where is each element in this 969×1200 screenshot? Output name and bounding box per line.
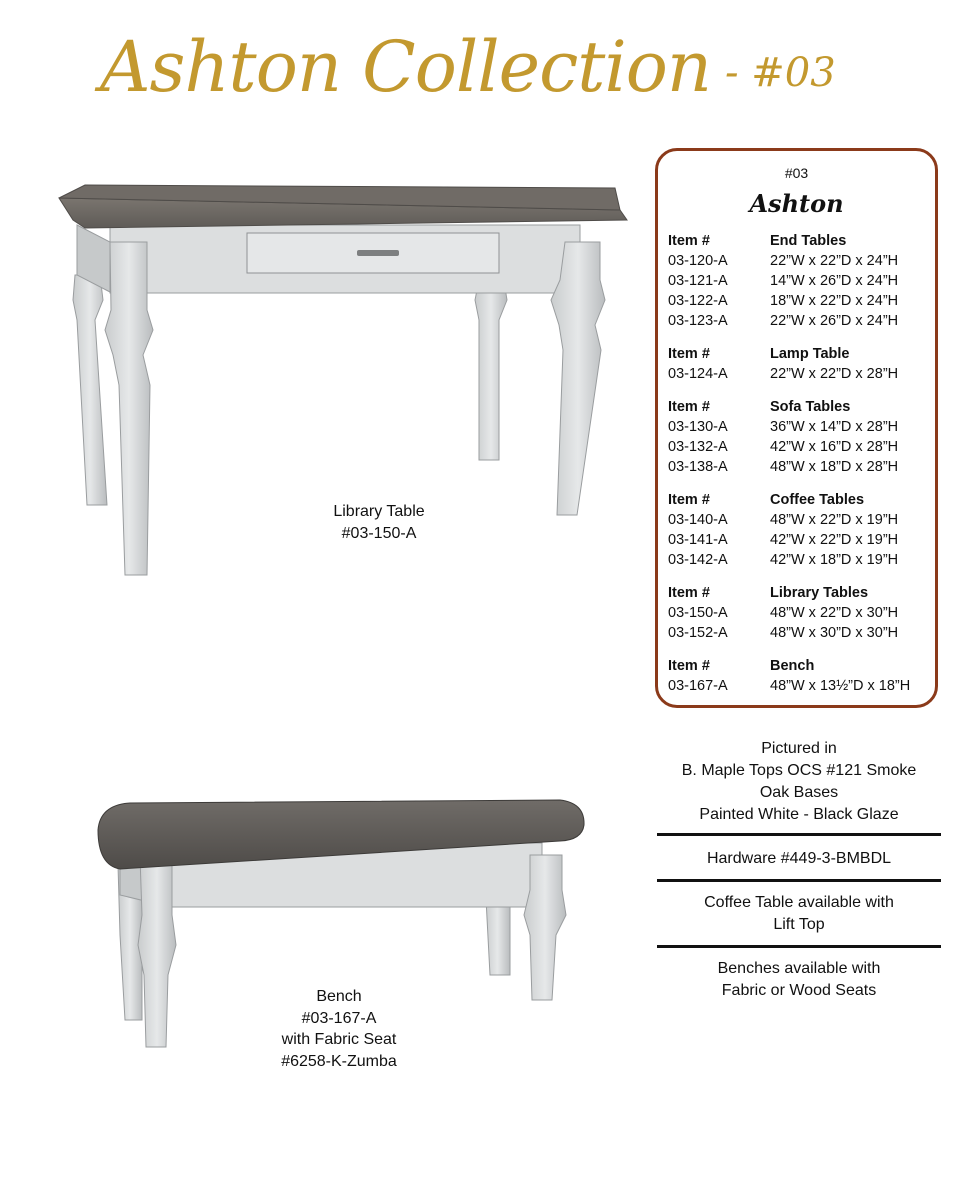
item-dims: 36”W x 14”D x 28”H — [770, 419, 899, 435]
library-table-caption — [289, 501, 469, 544]
item-number: 03-121-A — [668, 273, 728, 289]
item-number: 03-142-A — [668, 552, 728, 568]
item-header: Item # — [668, 658, 710, 674]
category-label: Lamp Table — [770, 346, 850, 362]
note-line: Painted White - Black Glaze — [699, 806, 899, 823]
category-label: Library Tables — [770, 585, 869, 601]
page-title — [100, 22, 900, 122]
item-number: 03-120-A — [668, 253, 728, 269]
category-label: Sofa Tables — [770, 399, 851, 415]
item-dims: 42”W x 22”D x 19”H — [770, 532, 899, 548]
spec-group-coffee-tables — [668, 490, 938, 570]
item-dims: 48”W x 22”D x 19”H — [770, 512, 899, 528]
spec-group-bench — [668, 656, 938, 696]
hardware-note — [657, 848, 941, 870]
caption-line: Library Table — [333, 503, 425, 520]
item-dims: 48”W x 18”D x 28”H — [770, 459, 899, 475]
item-number: 03-130-A — [668, 419, 728, 435]
caption-line: #6258-K-Zumba — [281, 1052, 397, 1070]
category-label: Bench — [770, 658, 815, 674]
note-line: Oak Bases — [759, 784, 839, 801]
item-number: 03-124-A — [668, 366, 728, 382]
note-line: Coffee Table available with — [704, 894, 894, 911]
item-header: Item # — [668, 399, 710, 415]
item-dims: 48”W x 30”D x 30”H — [770, 625, 899, 641]
item-number: 03-138-A — [668, 459, 728, 475]
item-number: 03-140-A — [668, 512, 728, 528]
spec-group-end-tables — [668, 231, 938, 331]
spec-box — [655, 148, 938, 708]
item-dims: 14”W x 26”D x 24”H — [770, 273, 899, 289]
note-line: Benches available with — [717, 960, 881, 977]
divider — [657, 879, 941, 882]
item-header: Item # — [668, 233, 710, 249]
collection-number: - #03 — [725, 50, 836, 96]
note-line: Lift Top — [773, 916, 825, 933]
item-dims: 42”W x 16”D x 28”H — [770, 439, 899, 455]
item-dims: 22”W x 22”D x 24”H — [770, 253, 899, 269]
spec-group-lamp-table — [668, 344, 938, 384]
note-line: Hardware #449-3-BMBDL — [706, 850, 892, 867]
benches-note — [657, 958, 941, 1002]
item-number: 03-132-A — [668, 439, 728, 455]
divider — [657, 833, 941, 836]
spec-code: #03 — [784, 165, 809, 181]
note-line: Fabric or Wood Seats — [721, 982, 877, 999]
note-line: Pictured in — [761, 740, 837, 757]
item-dims: 18”W x 22”D x 24”H — [770, 293, 899, 309]
item-number: 03-167-A — [668, 678, 728, 694]
caption-line: Bench — [316, 988, 362, 1005]
spec-group-sofa-tables — [668, 397, 938, 477]
category-label: End Tables — [770, 233, 847, 249]
item-number: 03-150-A — [668, 605, 728, 621]
item-dims: 48”W x 13½”D x 18”H — [770, 678, 911, 694]
item-number: 03-123-A — [668, 313, 728, 329]
caption-line: with Fabric Seat — [281, 1031, 397, 1048]
item-header: Item # — [668, 346, 710, 362]
item-dims: 42”W x 18”D x 19”H — [770, 552, 899, 568]
caption-line: #03-150-A — [341, 524, 417, 542]
bench-caption — [239, 986, 439, 1072]
item-dims: 48”W x 22”D x 30”H — [770, 605, 899, 621]
item-number: 03-152-A — [668, 625, 728, 641]
spec-group-library-tables — [668, 583, 938, 643]
caption-line: #03-167-A — [301, 1009, 377, 1027]
item-header: Item # — [668, 585, 710, 601]
divider — [657, 945, 941, 948]
pictured-note — [657, 738, 941, 826]
category-label: Coffee Tables — [770, 492, 865, 508]
collection-title: Ashton Collection — [100, 26, 712, 108]
coffee-table-note — [657, 892, 941, 936]
note-line: B. Maple Tops OCS #121 Smoke — [681, 762, 917, 779]
item-header: Item # — [668, 492, 710, 508]
item-number: 03-122-A — [668, 293, 728, 309]
item-number: 03-141-A — [668, 532, 728, 548]
spec-name: Ashton — [749, 189, 844, 218]
item-dims: 22”W x 26”D x 24”H — [770, 313, 899, 329]
item-dims: 22”W x 22”D x 28”H — [770, 366, 899, 382]
